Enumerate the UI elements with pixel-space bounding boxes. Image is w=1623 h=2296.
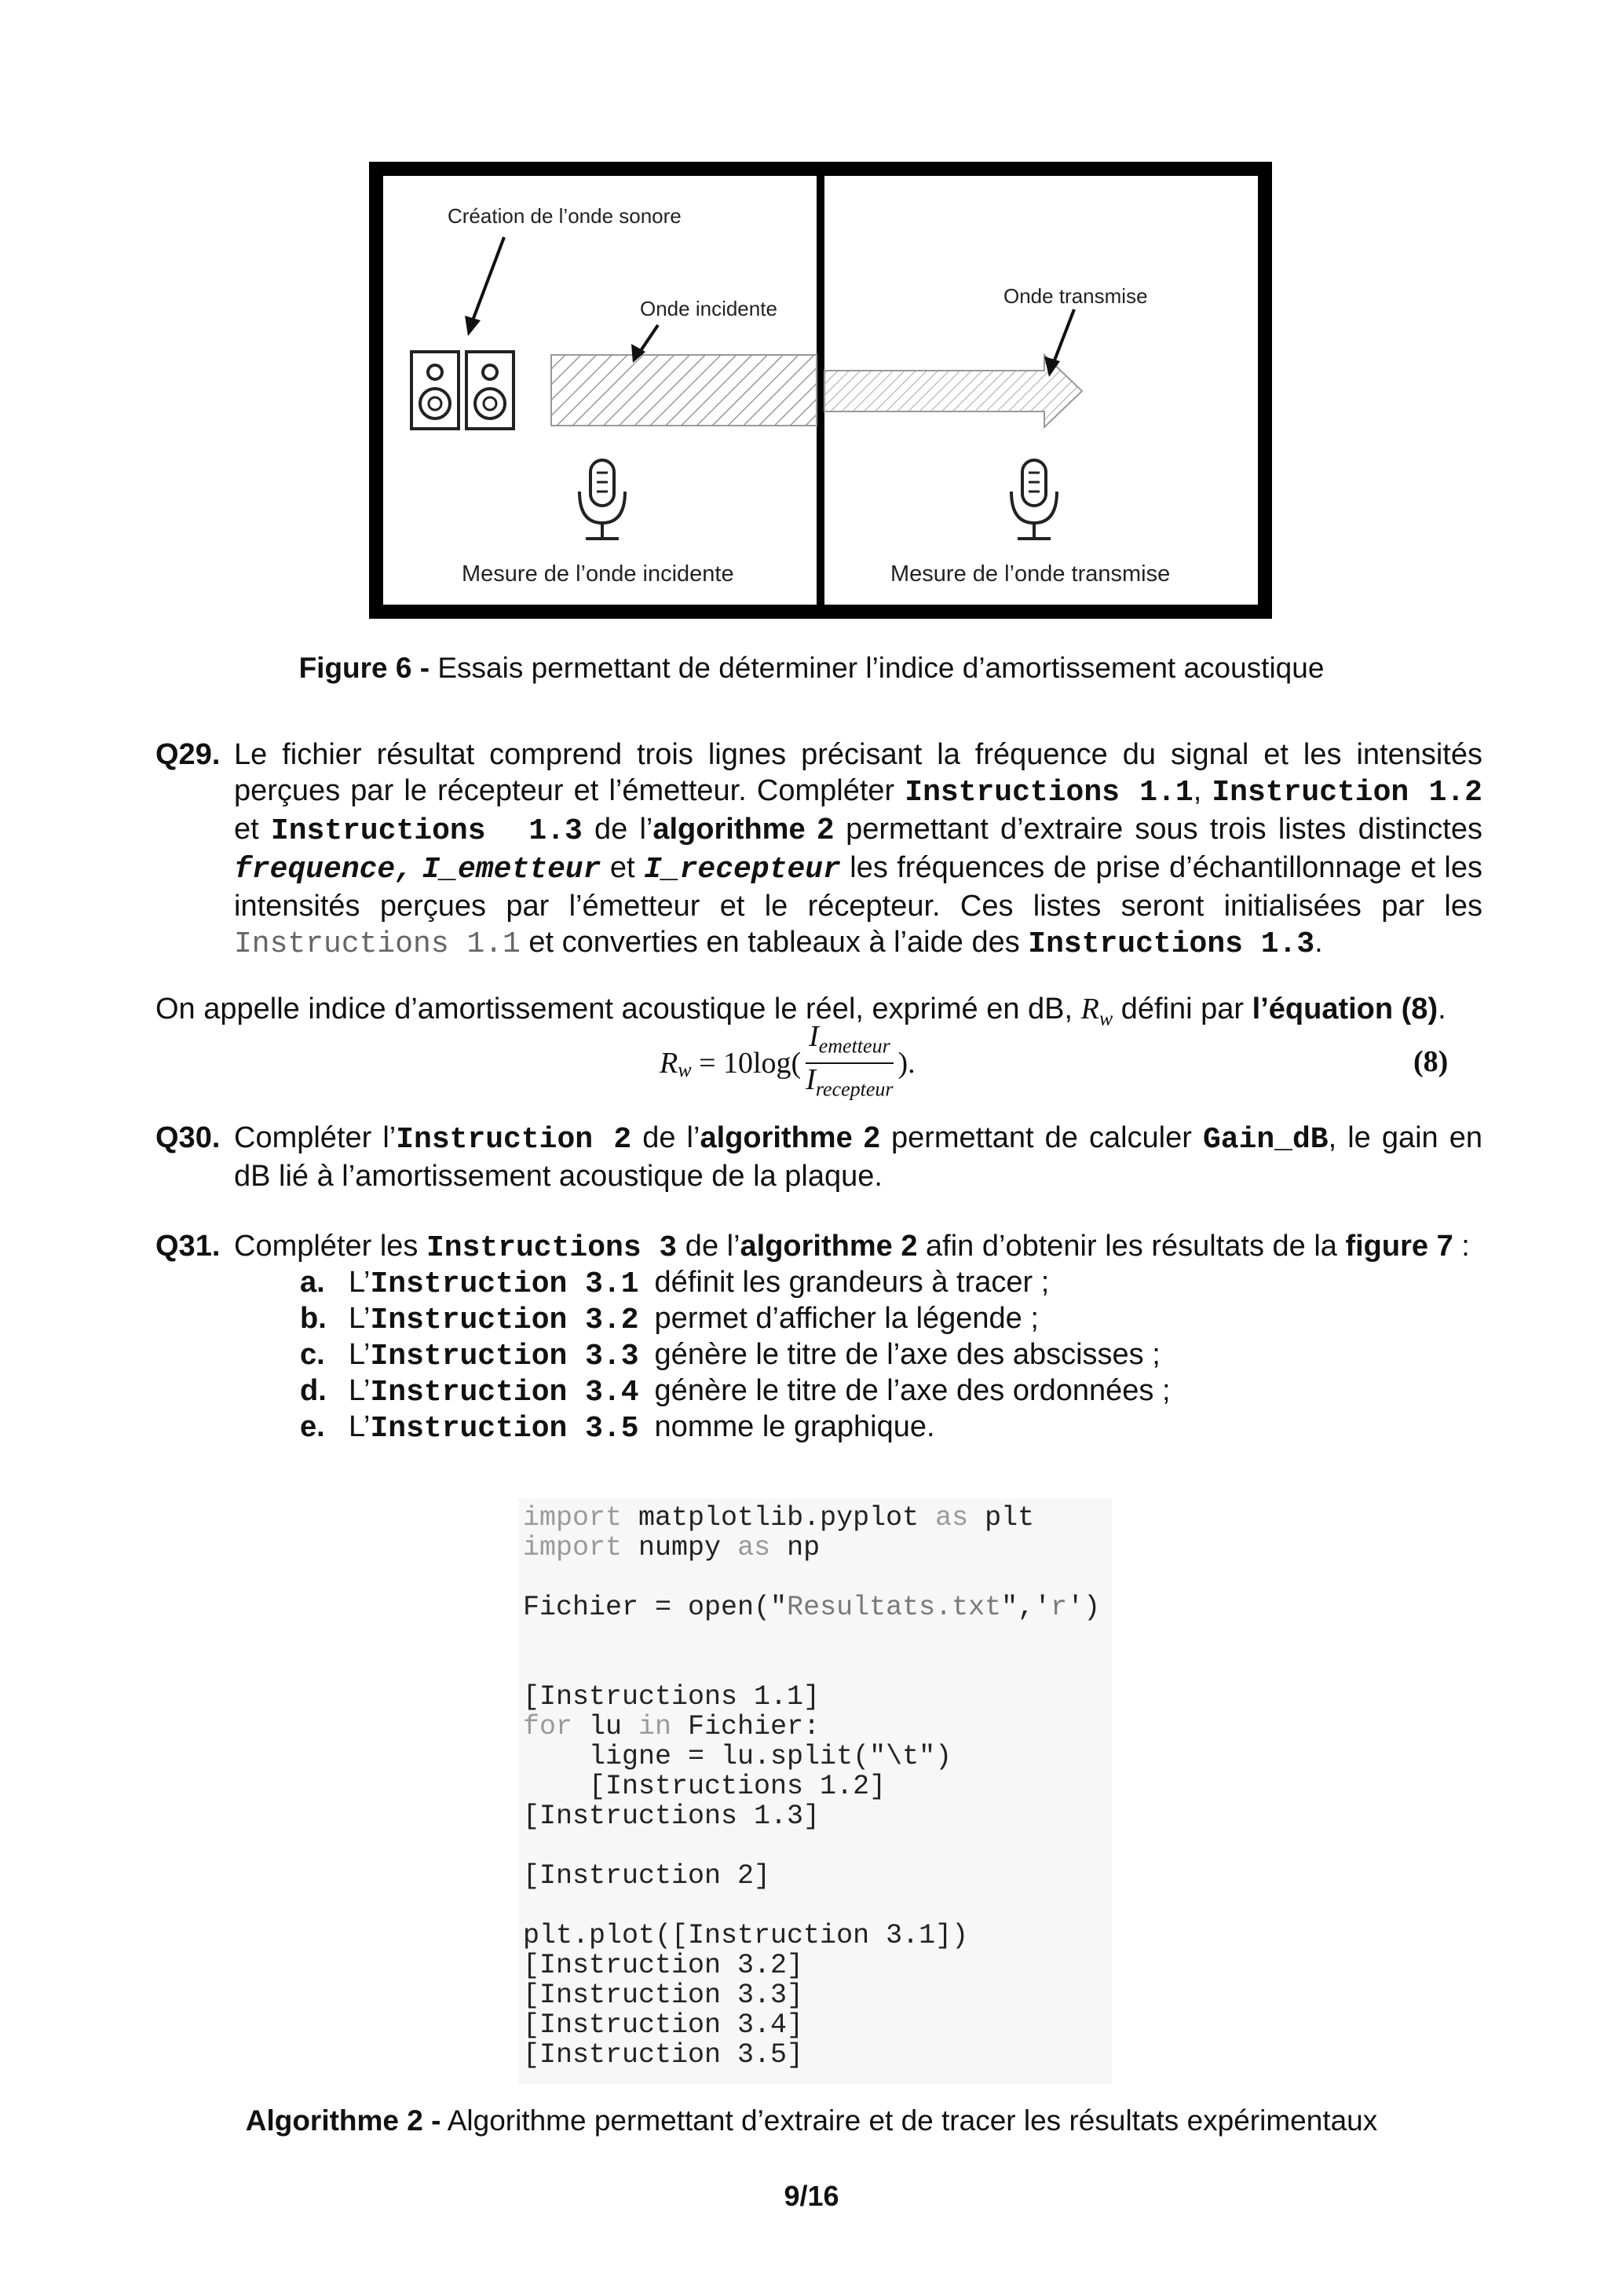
code-line: [Instructions 1.2] (523, 1771, 886, 1802)
q29-line-6: Instructions 1.1 et converties en tableaux à l’aide des Instructions 1.3. (234, 926, 1323, 961)
equation-fraction: $I_{emetteur}$ $I_{recepteur}$ (806, 1020, 894, 1101)
label-mesure-transmise: Mesure de l’onde transmise (890, 561, 1171, 587)
q29-line-3: et Instructions 1.3 de l’algorithme 2 permettant d’extraire sous trois listes distinctes (234, 813, 1482, 848)
figure-6-caption (0, 652, 1623, 685)
code-line: [Instructions 1.1] (523, 1681, 821, 1713)
equation-number: (8) (1413, 1045, 1449, 1078)
q31-item-c: c. L’Instruction 3.3 génère le titre de l’axe des abscisses ; (300, 1338, 1161, 1373)
q31-number: Q31. (155, 1230, 221, 1263)
code-line: [Instruction 2] (523, 1860, 771, 1892)
code-line: ligne = lu.split("\t") (523, 1741, 952, 1772)
algorithme-2-caption (0, 2104, 1623, 2137)
equation-8: R $_w$ = 10log( $I_{emetteur}$ $I_{recepteur}$ ). (660, 1024, 916, 1102)
code-line: Fichier = open("Resultats.txt",'r') (523, 1592, 1101, 1623)
incident-wave (551, 355, 817, 426)
q29-line-5: intensités perçues par l’émetteur et le récepteur. Ces listes seront initialisées par les (234, 890, 1482, 923)
page-number: 9/16 (784, 2180, 839, 2212)
q31-text: Compléter les Instructions 3 de l’algorithme 2 afin d’obtenir les résultats de la figure 7 : (234, 1230, 1470, 1265)
q29-line-4: frequence, I_emetteur et I_recepteur les fréquences de prise d’échantillonnage et les (234, 851, 1482, 887)
figure-6-diagram (369, 162, 1272, 619)
q31-item-d: d. L’Instruction 3.4 génère le titre de l’axe des ordonnées ; (300, 1374, 1171, 1409)
caption-bold: Figure 6 - (298, 652, 430, 684)
q31-item-a: a. L’Instruction 3.1 définit les grandeurs à tracer ; (300, 1266, 1050, 1301)
code-line: import matplotlib.pyplot as plt (523, 1502, 1035, 1534)
label-incidente: Onde incidente (640, 297, 777, 320)
code-line: [Instruction 3.3] (523, 1980, 804, 2011)
label-transmise: Onde transmise (1003, 284, 1148, 308)
q30-line-1: Compléter l’Instruction 2 de l’algorithme 2 permettant de calculer Gain_dB, le gain en (234, 1121, 1483, 1157)
code-line: for lu in Fichier: (523, 1711, 821, 1742)
q29-number: Q29. (155, 738, 221, 771)
code-line: [Instruction 3.4] (523, 2009, 804, 2041)
caption-text: Essais permettant de déterminer l’indice d’amortissement acoustique (430, 652, 1325, 684)
code-line: [Instruction 3.2] (523, 1950, 804, 1981)
caption-bold: Algorithme 2 - (245, 2104, 441, 2137)
q31-item-b: b. L’Instruction 3.2 permet d’afficher la légende ; (300, 1302, 1039, 1337)
q30-number: Q30. (155, 1121, 221, 1154)
q29-text (234, 737, 1482, 963)
label-mesure-incidente: Mesure de l’onde incidente (462, 561, 734, 587)
q29-line-2: perçues par le récepteur et l’émetteur. Compléter Instructions 1.1, Instruction 1.2 (234, 774, 1482, 810)
q31-item-e: e. L’Instruction 3.5 nomme le graphique. (300, 1410, 935, 1446)
code-block (518, 1498, 1112, 2084)
label-creation: Création de l’onde sonore (448, 204, 682, 228)
code-line: plt.plot([Instruction 3.1]) (523, 1920, 969, 1951)
q30-line-2: dB lié à l’amortissement acoustique de la plaque. (234, 1160, 883, 1193)
q30-text (234, 1120, 1482, 1194)
code-line: [Instructions 1.3] (523, 1801, 821, 1832)
q29-line-1: Le fichier résultat comprend trois lignes précisant la fréquence du signal et les intensités (234, 738, 1482, 771)
caption-text: Algorithme permettant d’extraire et de tracer les résultats expérimentaux (440, 2104, 1378, 2137)
code-line: [Instruction 3.5] (523, 2039, 804, 2071)
code-line: import numpy as np (523, 1532, 821, 1563)
rw-definition: On appelle indice d’amortissement acoustique le réel, exprimé en dB, $R_w$ défini par l’équation (8). (155, 993, 1446, 1030)
